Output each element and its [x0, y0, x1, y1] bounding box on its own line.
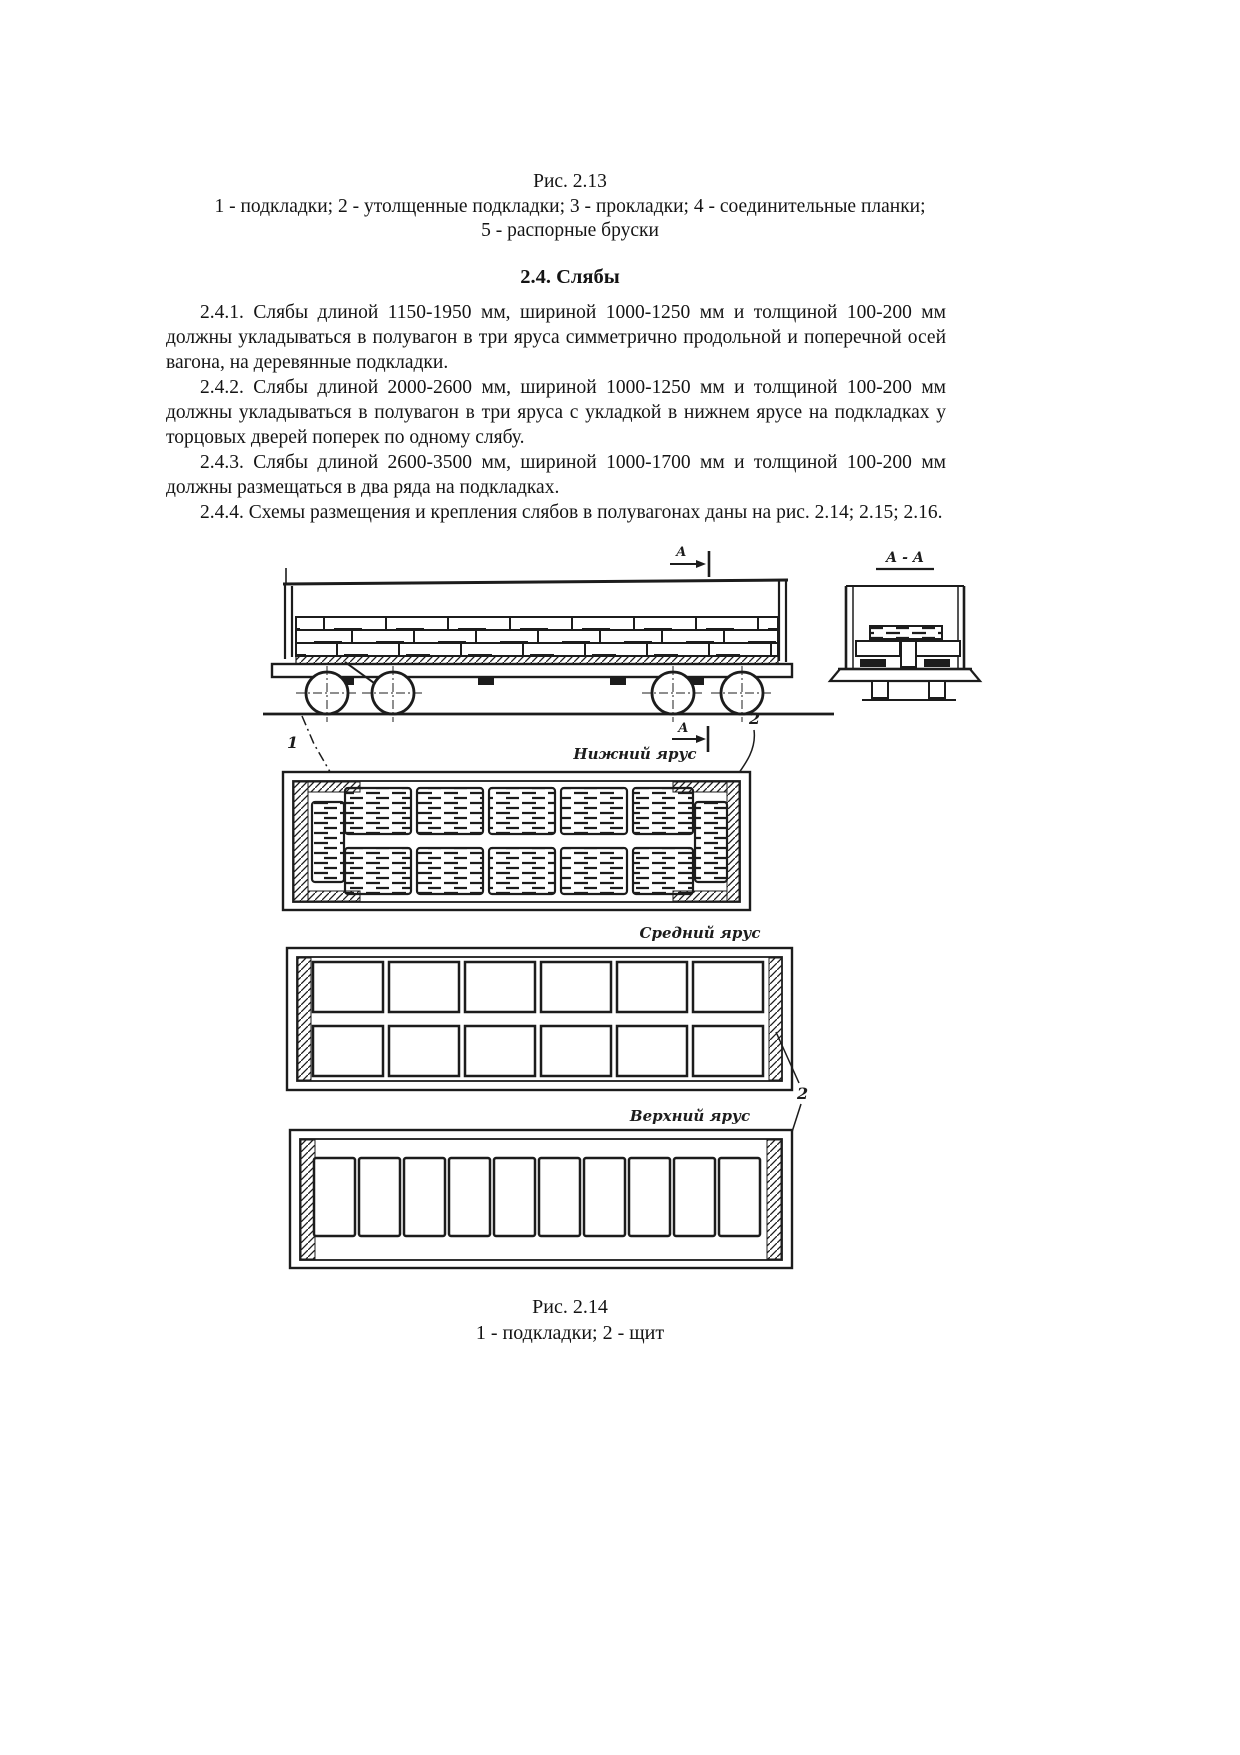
section-view-title: А - А — [885, 550, 925, 566]
section-marker-letter: А — [676, 545, 687, 560]
figure-2-14-caption: Рис. 2.14 — [532, 1296, 608, 1318]
callout-1 — [287, 716, 333, 777]
section-heading: 2.4. Слябы — [520, 266, 620, 288]
callout-2-label: 2 — [797, 1084, 809, 1103]
paragraph-2-4-2: 2.4.2. Слябы длиной 2000-2600 мм, шириной 1000-1250 мм и толщиной 100-200 мм должны укладываться в полувагон в три яруса с укладкой в нижнем ярусе на подкладках у торцовых дверей поперек по одному слябу. — [166, 377, 946, 448]
figure-2-14-drawing — [0, 480, 1240, 1290]
paragraph-2-4-3: 2.4.3. Слябы длиной 2600-3500 мм, шириной 1000-1700 мм и толщиной 100-200 мм должны размещаться в два ряда на подкладках. — [166, 452, 946, 498]
figure-2-13-legend-line1: 1 - подкладки; 2 - утолщенные подкладки; 3 - прокладки; 4 - соединительные планки; — [214, 195, 926, 217]
paragraph-2-4-1: 2.4.1. Слябы длиной 1150-1950 мм, шириной 1000-1250 мм и толщиной 100-200 мм должны укладываться в полувагон в три яруса симметрично продольной и поперечной осей вагона, на деревянные подкладки. — [166, 302, 946, 373]
figure-2-14-legend: 1 - подкладки; 2 - щит — [475, 1322, 665, 1344]
tier-label-middle: Средний ярус — [639, 924, 761, 942]
figure-2-13-caption: Рис. 2.13 — [533, 171, 607, 192]
paragraph-2-4-4: 2.4.4. Схемы размещения и крепления слябов в полувагонах даны на рис. 2.14; 2.15; 2.16. — [200, 502, 943, 523]
lower-tier-plan — [283, 772, 750, 910]
upper-tier-plan — [290, 1130, 792, 1268]
middle-tier-plan — [287, 948, 808, 1132]
tier-label-upper: Верхний ярус — [629, 1107, 751, 1125]
section-marker-letter: А — [678, 721, 689, 736]
wagon-side-view — [263, 545, 834, 784]
callout-2-label: 2 — [749, 709, 761, 728]
section-cut-marker-top — [670, 545, 709, 577]
wagon-end-view — [830, 550, 980, 700]
figure-2-13-caption-block — [120, 170, 1020, 244]
figure-2-14-caption-block — [120, 1294, 1020, 1346]
tier-label-lower: Нижний ярус — [573, 745, 697, 763]
callout-1-label: 1 — [287, 733, 299, 752]
figure-2-13-legend-line2: 5 - распорные бруски — [481, 220, 659, 241]
